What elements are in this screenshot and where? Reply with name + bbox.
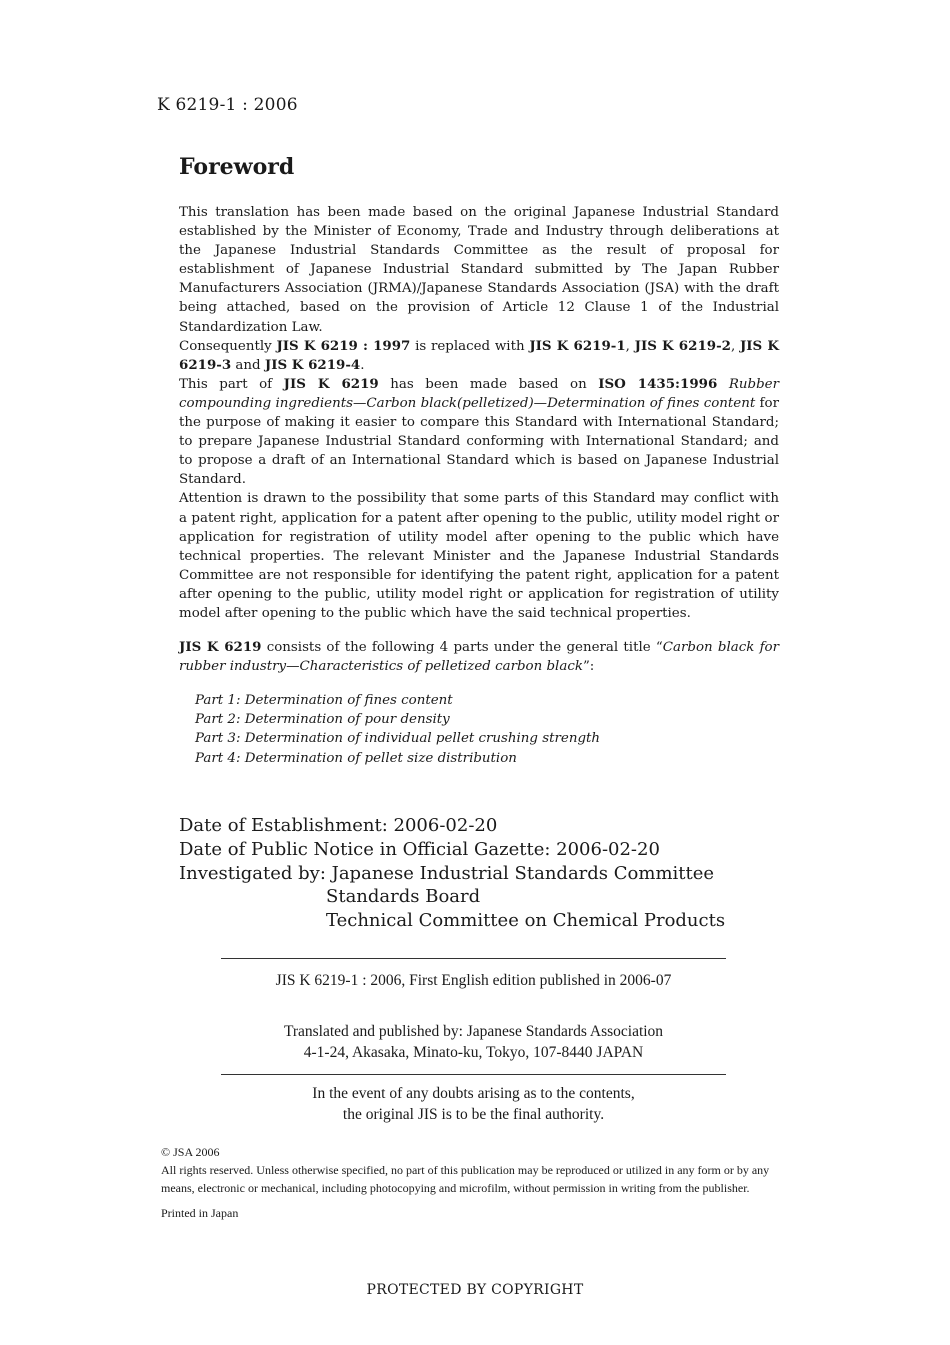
- edition-statement: JIS K 6219-1 : 2006, First English edition published in 2006-07: [275, 972, 672, 989]
- foreword-body: [179, 203, 779, 768]
- authority-line-2: the original JIS is to be the final authority.: [342, 1106, 605, 1123]
- document-number: K 6219-1 : 2006: [157, 95, 298, 115]
- list-item: Part 4: Determination of pellet size distribution: [195, 750, 517, 766]
- divider: [221, 958, 726, 959]
- divider: [221, 1074, 726, 1075]
- investigated-by: Investigated by: Japanese Industrial Standards Committee: [179, 862, 715, 884]
- parts-list: [179, 691, 779, 767]
- translated-by: Translated and published by: Japanese Standards Association: [283, 1023, 664, 1040]
- establishment-info: [179, 814, 725, 933]
- date-of-public-notice: Date of Public Notice in Official Gazette: 2006-02-20: [179, 838, 660, 860]
- publisher-statement: [221, 1021, 726, 1063]
- publisher-address: 4-1-24, Akasaka, Minato-ku, Tokyo, 107-8440 JAPAN: [303, 1044, 644, 1061]
- rights-reserved: All rights reserved. Unless otherwise specified, no part of this publication may be reproduced or utilized in any form or by any means, electronic or mechanical, including photocopying and microfilm, without permission in writing from the publisher.: [161, 1163, 770, 1195]
- investigated-by-board: Standards Board: [326, 886, 481, 908]
- list-item: Part 3: Determination of individual pellet crushing strength: [195, 731, 601, 747]
- paragraph-parts-intro: JIS K 6219 consists of the following 4 parts under the general title “Carbon black for rubber industry—Characteristics of pelletized carbon black”:: [179, 639, 779, 675]
- foreword-title: Foreword: [179, 154, 295, 180]
- paragraph-patent-notice: Attention is drawn to the possibility that some parts of this Standard may conflict with a patent right, application for a patent after opening to the public, utility model right or application for registration of utility model after opening to the public which have technical properties. The relevant Minister and the Japanese Industrial Standards Committee are not responsible for identifying the patent right, application for a patent after opening to the public, utility model right or application for registration of utility model after opening to the public which have the said technical properties.: [179, 491, 779, 621]
- protected-by-copyright: PROTECTED BY COPYRIGHT: [366, 1282, 584, 1298]
- date-of-establishment: Date of Establishment: 2006-02-20: [179, 815, 498, 836]
- authority-statement: [221, 1083, 726, 1125]
- paragraph-replacement: Consequently JIS K 6219 : 1997 is replaced with JIS K 6219-1, JIS K 6219-2, JIS K 6219-3 and JIS K 6219-4.: [179, 337, 779, 373]
- paragraph-translation-basis: This translation has been made based on the original Japanese Industrial Standard established by the Minister of Economy, Trade and Industry through deliberations at the Japanese Industrial Standards Committee as the result of proposal for establishment of Japanese Industrial Standard submitted by The Japan Rubber Manufacturers Association (JRMA)/Japanese Standards Association (JSA) with the draft being attached, based on the provision of Article 12 Clause 1 of the Industrial Standardization Law.: [179, 205, 779, 335]
- list-item: Part 1: Determination of fines content: [195, 693, 453, 709]
- authority-line-1: In the event of any doubts arising as to the contents,: [312, 1085, 635, 1102]
- paragraph-iso-basis: This part of JIS K 6219 has been made based on ISO 1435:1996 Rubber compounding ingredients—Carbon black(pelletized)—Determination of fines content for the purpose of making it easier to compare this Standard with International Standard; to prepare Japanese Industrial Standard conforming with International Standard; and to propose a draft of an International Standard which is based on Japanese Industrial Standard.: [179, 375, 780, 488]
- copyright-notice: © JSA 2006: [161, 1145, 220, 1159]
- printed-in: Printed in Japan: [161, 1206, 239, 1220]
- list-item: Part 2: Determination of pour density: [195, 712, 450, 728]
- investigated-by-committee: Technical Committee on Chemical Products: [326, 910, 726, 932]
- copyright-block: [161, 1143, 773, 1222]
